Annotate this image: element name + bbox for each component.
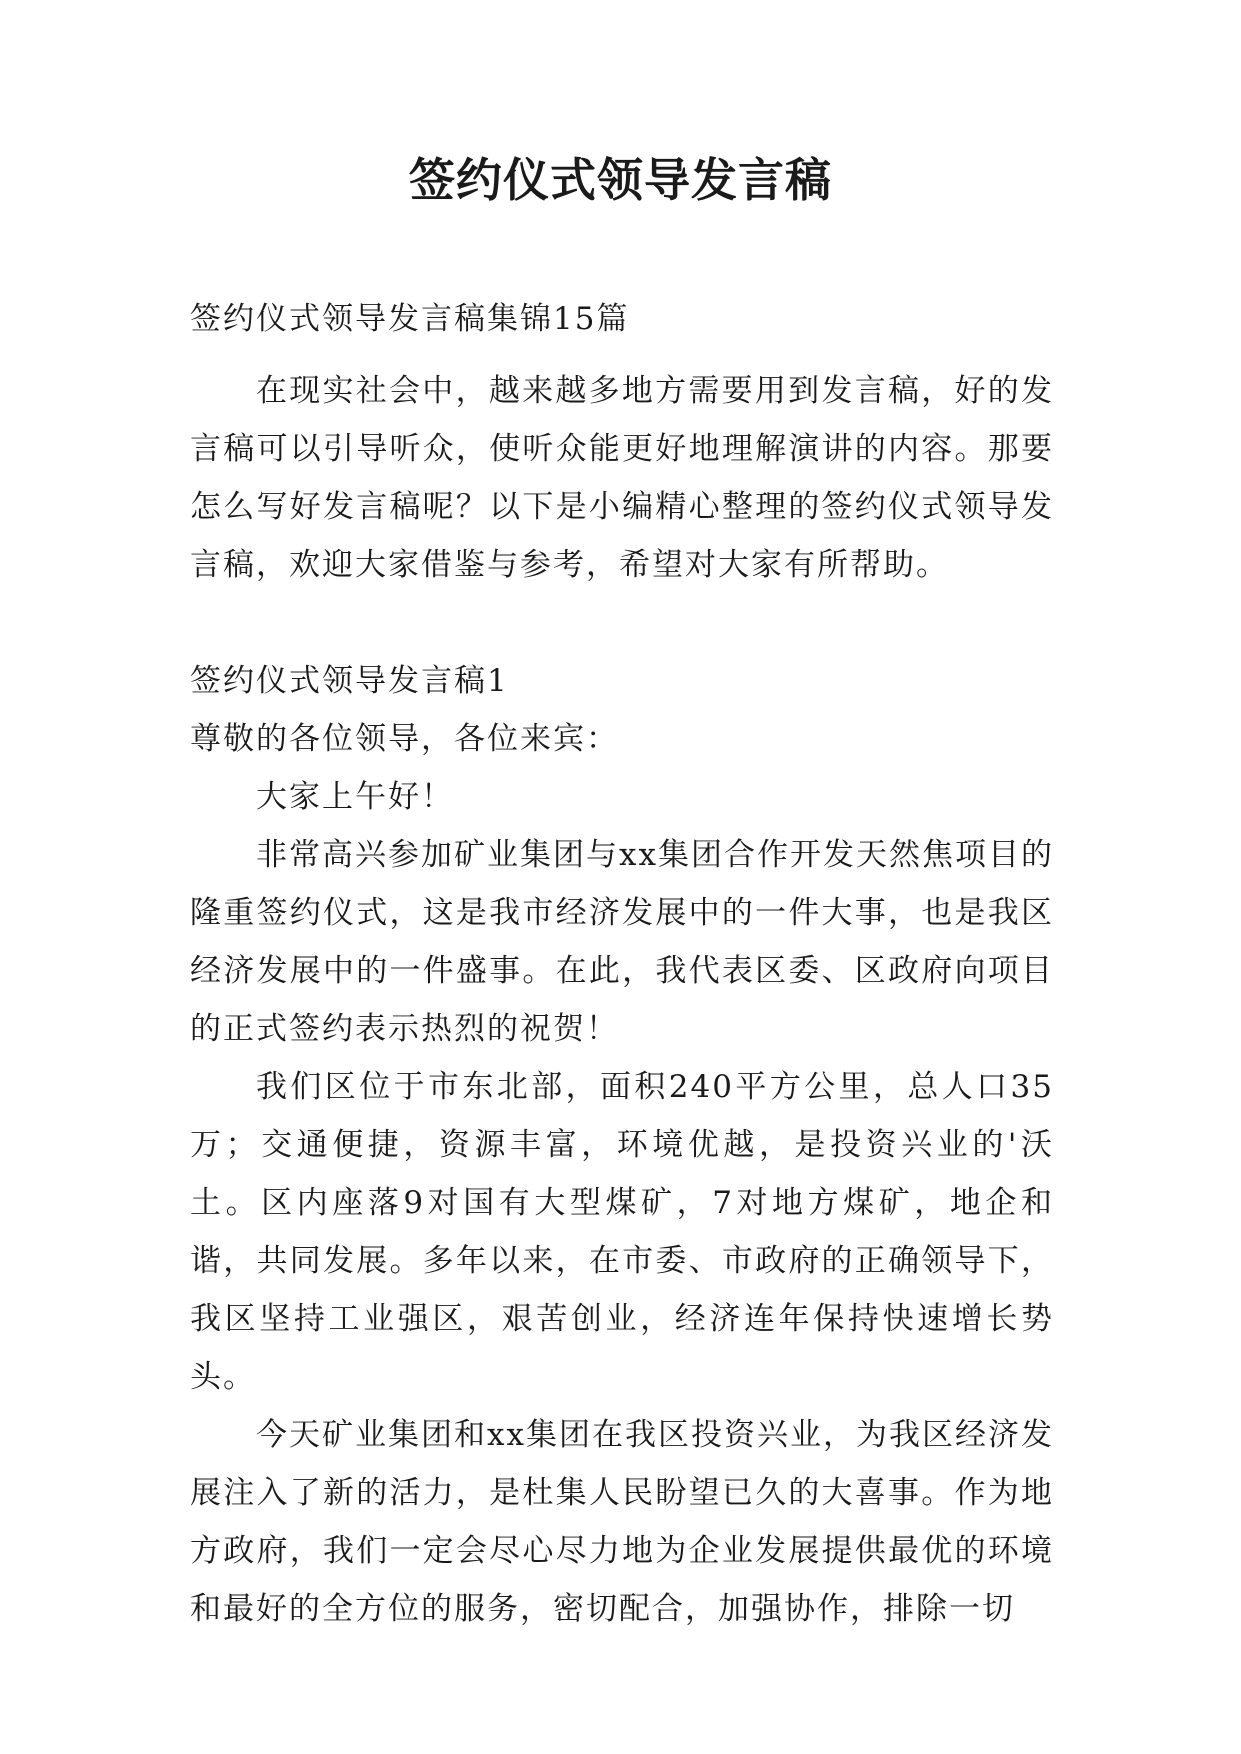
body-paragraph: 今天矿业集团和xx集团在我区投资兴业，为我区经济发展注入了新的活力，是杜集人民盼望已久的大喜事。作为地方政府，我们一定会尽心尽力地为企业发展提供最优的环境和最好的全方位的服务，密切配合，加强协作，排除一切	[190, 1417, 1054, 1627]
document-body	[190, 290, 1054, 1638]
body-paragraph: 非常高兴参加矿业集团与xx集团合作开发天然焦项目的隆重签约仪式，这是我市经济发展中的一件大事，也是我区经济发展中的一件盛事。在此，我代表区委、区政府向项目的正式签约表示热烈的祝贺！	[190, 837, 1054, 1047]
greeting: 大家上午好！	[256, 779, 454, 815]
body-paragraph: 我们区位于市东北部，面积240平方公里，总人口35万；交通便捷，资源丰富，环境优越，是投资兴业的'沃土。区内座落9对国有大型煤矿，7对地方煤矿，地企和谐，共同发展。多年以来，在市委、市政府的正确领导下，我区坚持工业强区，艰苦创业，经济连年保持快速增长势头。	[190, 1069, 1054, 1395]
section-spacer	[190, 594, 1054, 652]
section-heading: 签约仪式领导发言稿1	[190, 663, 509, 699]
intro-paragraph: 在现实社会中，越来越多地方需要用到发言稿，好的发言稿可以引导听众，使听众能更好地理解演讲的内容。那要怎么写好发言稿呢？以下是小编精心整理的签约仪式领导发言稿，欢迎大家借鉴与参考，希望对大家有所帮助。	[190, 373, 1054, 583]
document-title: 签约仪式领导发言稿	[409, 153, 832, 207]
collection-heading: 签约仪式领导发言稿集锦15篇	[190, 301, 630, 337]
salutation: 尊敬的各位领导，各位来宾：	[190, 721, 619, 757]
